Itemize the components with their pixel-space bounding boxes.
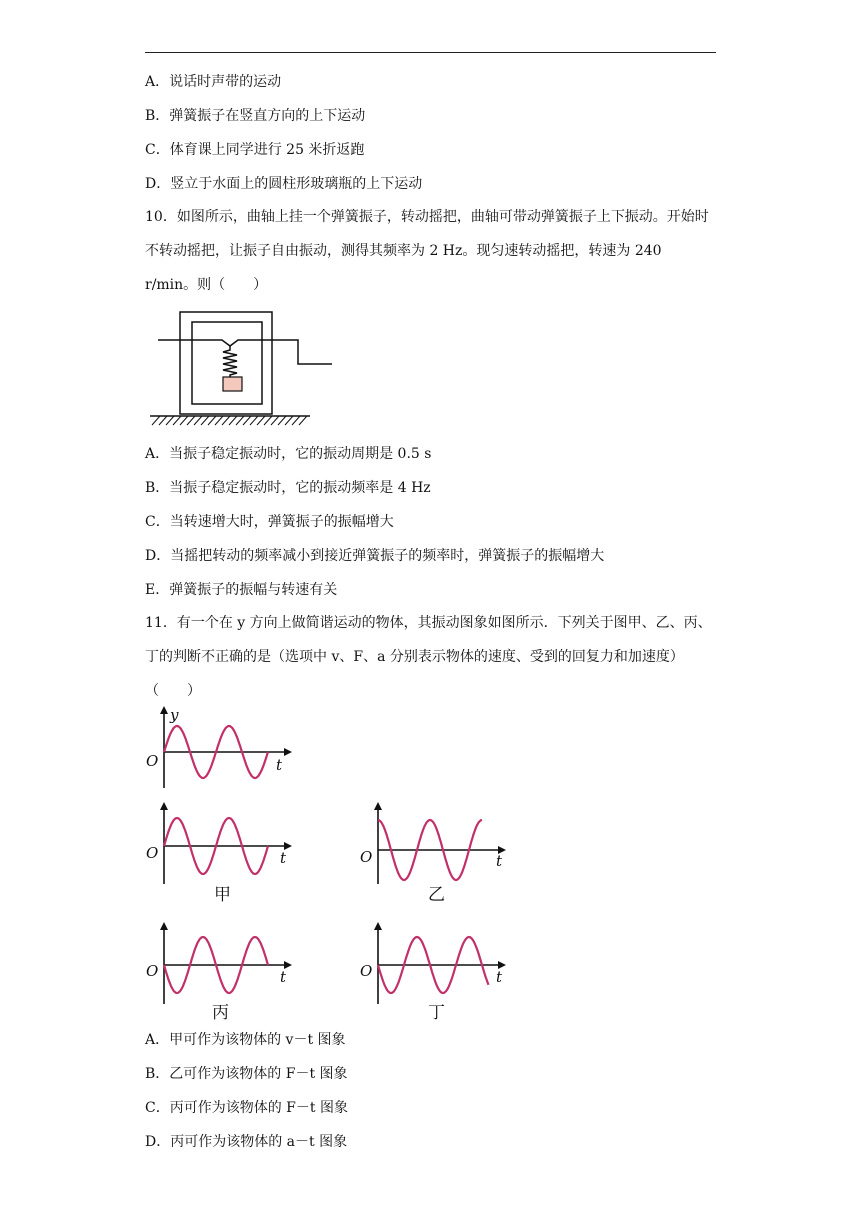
header-rule (145, 52, 716, 53)
caption-yi: 乙 (428, 885, 445, 905)
q9-option-c: C．体育课上同学进行 25 米折返跑 (145, 142, 365, 158)
origin-label: O (146, 844, 159, 862)
q10-stem: 10．如图所示，曲轴上挂一个弹簧振子，转动摇把，曲轴可带动弹簧振子上下振动。开始时不转动摇把，让振子自由振动，测得其频率为 2 Hz。现匀速转动摇把，转速为 240 r/min。则（ ） (145, 209, 709, 293)
graph-yi (356, 800, 516, 910)
spring-oscillator-figure (150, 308, 340, 428)
graph-main (140, 704, 300, 794)
axis-label-y: y (170, 706, 179, 724)
q9-option-b: B．弹簧振子在竖直方向的上下运动 (145, 108, 366, 124)
caption-jia: 甲 (214, 885, 231, 905)
axis-label-t: t (280, 849, 287, 867)
crank-shaft (158, 340, 332, 364)
q10-option-a: A．当振子稳定振动时，它的振动周期是 0.5 s (145, 446, 432, 462)
axis-label-t: t (496, 852, 503, 870)
q9-option-a: A．说话时声带的运动 (145, 74, 282, 90)
spring (223, 346, 237, 377)
q10-option-c: C．当转速增大时，弹簧振子的振幅增大 (145, 514, 394, 530)
graph-jia (140, 800, 300, 910)
q11-option-c: C．丙可作为该物体的 F－t 图象 (145, 1100, 348, 1116)
origin-label: O (146, 962, 159, 980)
origin-label: O (146, 752, 159, 770)
origin-label: O (360, 962, 373, 980)
caption-ding: 丁 (428, 1003, 445, 1023)
axis-label-t: t (280, 968, 287, 986)
mass-block (223, 377, 242, 391)
axis-label-t: t (276, 756, 283, 774)
q9-option-d: D．竖立于水面上的圆柱形玻璃瓶的上下运动 (145, 176, 423, 192)
origin-label: O (360, 848, 373, 866)
ground-hatch (152, 416, 307, 425)
axis-label-t: t (496, 968, 503, 986)
q11-option-d: D．丙可作为该物体的 a－t 图象 (145, 1134, 348, 1150)
caption-bing: 丙 (212, 1003, 229, 1023)
q11-option-b: B．乙可作为该物体的 F－t 图象 (145, 1066, 348, 1082)
q11-option-a: A．甲可作为该物体的 v－t 图象 (145, 1032, 346, 1048)
q11-stem: 11．有一个在 y 方向上做简谐运动的物体，其振动图象如图所示．下列关于图甲、乙、丙、丁的判断不正确的是（选项中 v、F、a 分别表示物体的速度、受到的回复力和加速度）（ ） (145, 615, 712, 699)
q10-option-e: E．弹簧振子的振幅与转速有关 (145, 582, 338, 598)
q10-option-b: B．当振子稳定振动时，它的振动频率是 4 Hz (145, 480, 431, 496)
graph-bing (140, 920, 300, 1030)
q10-option-d: D．当摇把转动的频率减小到接近弹簧振子的频率时，弹簧振子的振幅增大 (145, 548, 605, 564)
graph-ding (356, 920, 516, 1030)
